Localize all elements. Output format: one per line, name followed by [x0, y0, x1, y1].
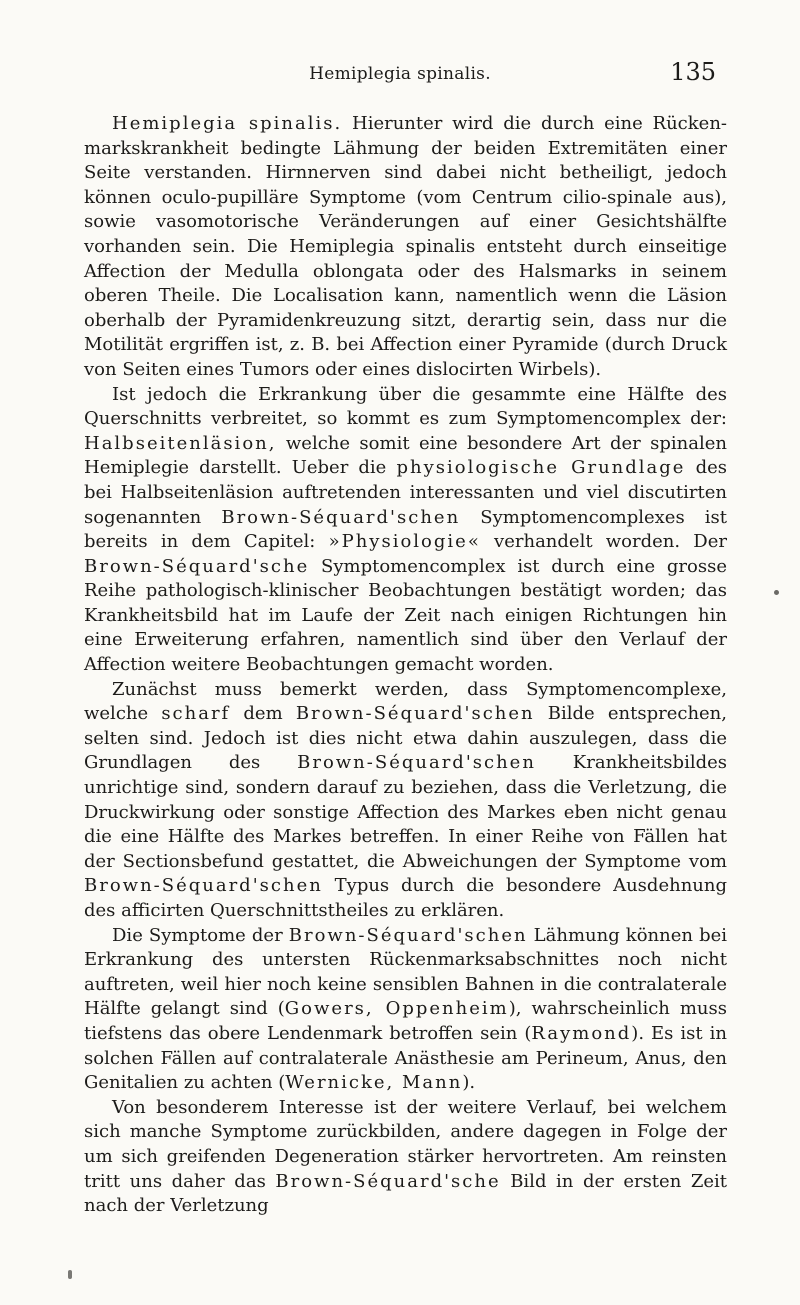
- text-run: verhandelt worden. Der: [480, 531, 727, 553]
- text-run: Bild in der ersten Zeit nach der Verletzung: [84, 1170, 728, 1217]
- paragraph: [84, 112, 727, 383]
- text-run: des bei Halbseitenläsion auftretenden interessanten und viel discutirten sogenannten: [84, 457, 727, 528]
- spaced-text: Wernicke, Mann: [285, 1072, 463, 1094]
- page-number: 135: [670, 58, 716, 86]
- text-run: Zunächst muss bemerkt werden, dass Symptomencomplexe, welche: [84, 678, 727, 725]
- text-run: welche somit eine besondere Art der spinalen Hemiplegie darstellt. Ueber die: [84, 432, 727, 479]
- text-run: ), wahrscheinlich muss tiefstens das obere Lendenmark betroffen sein (: [84, 998, 727, 1044]
- spaced-text: Gowers, Oppenheim: [284, 998, 509, 1020]
- spaced-text: »Physiologie«: [328, 531, 481, 553]
- text-run: Von besonderem Interesse ist der weitere Verlauf, bei welchem sich manche Symptome zurückbilden, andere dagegen in Folge der um sich greifenden Degeneration stärker hervortreten. Am reinsten tritt uns daher das: [84, 1096, 727, 1192]
- text-run: Lähmung können bei Erkrankung des untersten Rückenmarksabschnittes noch nicht auftreten, weil hier noch keine sensiblen Bahnen in die contralaterale Hälfte gelangt sind (: [84, 924, 727, 1020]
- text-run: ). Es ist in solchen Fällen auf contralaterale Anästhesie am Perineum, Anus, den Genitalien zu achten (: [84, 1022, 727, 1094]
- spaced-text: Halbseitenläsion,: [84, 432, 277, 454]
- paragraph: [84, 383, 727, 678]
- spaced-text: physiologische Grundlage: [396, 457, 686, 479]
- text-run: dem: [230, 703, 296, 725]
- paragraph: [84, 678, 727, 924]
- spaced-text: Hemiplegia spinalis.: [112, 113, 343, 134]
- spaced-text: Brown-Séquard'sche: [275, 1170, 501, 1192]
- text-run: Typus durch die besondere Ausdehnung des afficirten Querschnittstheiles zu erklären.: [84, 875, 727, 921]
- spaced-text: Brown-Séquard'schen: [84, 875, 323, 897]
- ink-speck: [774, 590, 779, 595]
- ink-mark: [68, 1270, 72, 1279]
- text-run: Hierunter wird die durch eine Rücken-markskrankheit bedingte Lähmung der beiden Extremitäten einer Seite verstanden. Hirnnerven sind dabei nicht betheiligt, jedoch können oculo-pupilläre Symptome (vom Centrum cilio-spinale aus), sowie vasomotorische Veränderungen auf einer Gesichtshälfte vorhanden sein. Die Hemiplegia spinalis entsteht durch einseitige Affection der Medulla oblongata oder des Halsmarks in seinem oberen Theile. Die Localisation kann, namentlich wenn die Läsion oberhalb der Pyramidenkreuzung sitzt, derartig sein, dass nur die Motilität ergriffen ist, z. B. bei Affection einer Pyramide (durch Druck von Seiten eines Tumors oder eines dislocirten Wirbels).: [84, 113, 728, 380]
- paragraph: [84, 1096, 727, 1219]
- spaced-text: Brown-Séquard'schen: [221, 506, 461, 528]
- text-run: ).: [462, 1072, 476, 1094]
- spaced-text: Brown-Séquard'schen: [295, 703, 535, 725]
- body-text: [84, 112, 727, 1219]
- spaced-text: Raymond: [531, 1022, 632, 1044]
- text-run: Krankheitsbildes unrichtige sind, sondern darauf zu beziehen, dass die Verletzung, die Druckwirkung oder sonstige Affection des Markes eben nicht genau die eine Hälfte des Markes betreffen. In einer Reihe von Fällen hat der Sectionsbefund gestattet, die Abweichungen der Symptome vom: [84, 752, 727, 872]
- text-run: Bilde entsprechen, selten sind. Jedoch ist dies nicht etwa dahin auszulegen, dass die Grundlagen des: [84, 703, 728, 774]
- text-run: Symptomencomplex ist durch eine grosse Reihe pathologisch-klinischer Beobachtungen bestätigt worden; das Krankheitsbild hat im Laufe der Zeit nach einigen Richtungen hin eine Erweiterung erfahren, namentlich sind über den Verlauf der Affection weitere Beobachtungen gemacht worden.: [84, 555, 727, 676]
- spaced-text: Brown-Séquard'schen: [297, 752, 536, 774]
- spaced-text: scharf: [161, 703, 231, 725]
- running-title: Hemiplegia spinalis.: [309, 64, 491, 84]
- paragraph: [84, 924, 727, 1096]
- text-run: Ist jedoch die Erkrankung über die gesammte eine Hälfte des Querschnitts verbreitet, so kommt es zum Symptomencomplex der:: [84, 383, 727, 430]
- spaced-text: Brown-Séquard'sche: [84, 555, 310, 577]
- text-run: Symptomencomplexes ist bereits in dem Capitel:: [84, 506, 728, 553]
- text-run: Die Symptome der: [112, 924, 289, 946]
- spaced-text: Brown-Séquard'schen: [288, 924, 528, 946]
- page-header: [0, 58, 800, 92]
